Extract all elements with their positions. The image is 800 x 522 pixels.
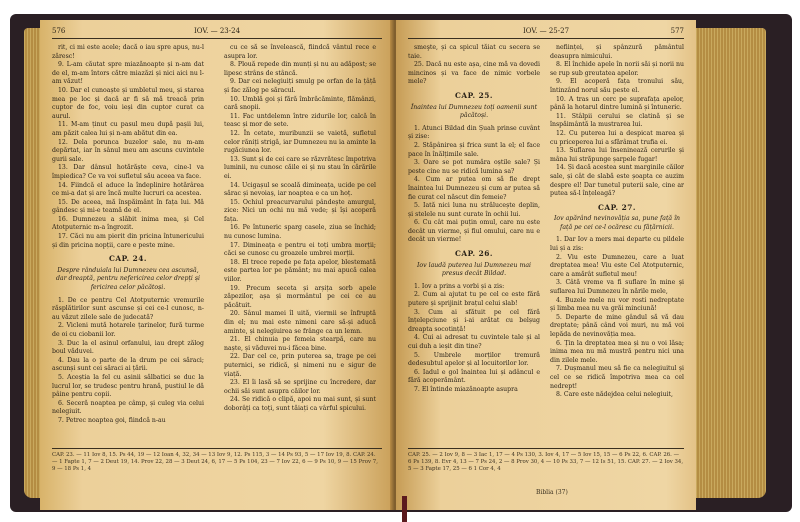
page-number: 577: [670, 27, 684, 35]
verse-text: 2. Stăpânirea și frica sunt la el; el face pace în înălțimile sale.: [408, 141, 540, 158]
verse-text: 9. L-am căutat spre miazănoapte și n-am dat de el, m-am întors către miazăzi și nici aici nu l-am văzut!: [52, 61, 204, 86]
verse-list: [550, 236, 684, 399]
verse-text: 4. Cum ar putea om să fie drept înaintea lui Dumnezeu și cum ar putea să fie curat cel născut din femeie?: [408, 176, 540, 201]
verse-text: 11. M-am ținut cu pasul meu după pașii lui, am păzit calea lui și n-am abătut din ea.: [52, 121, 204, 137]
verse-text: 11. Fac untdelemn între zidurile lor, calcă în teasc și mor de sete.: [224, 112, 376, 129]
verse-text: 13. Dar dânsul hotărăște ceva, cine-l va împiedica? Ce va voi sufletul său aceea va face.: [52, 164, 204, 180]
verse-text: 5. Departe de mine gândul să vă dau dreptate; până când voi muri, nu mă voi lepăda de nevinovăția mea.: [550, 313, 684, 338]
signature-mark: Biblia (37): [536, 489, 568, 496]
verse-text: 24. Se ridică o clipă, apoi nu mai sunt, și sunt doborâți ca toți, sunt tăiați ca vârful spicului.: [224, 396, 376, 412]
left-page: [40, 20, 394, 510]
verse-text: 2. Vicleni mută hotarele țarinelor, fură turme de oi cu ciobanii lor.: [52, 322, 204, 338]
verse-text: 1. Iov a prins a vorbi și a zis:: [414, 282, 505, 290]
verse-list: [408, 283, 540, 395]
running-title: IOV. — 23-24: [193, 27, 241, 35]
verse-text: 8. El închide apele în norii săi și norii nu se rup sub greutatea apelor.: [550, 61, 684, 77]
cross-references: CAP. 23. — 11 Iov 8, 15. Ps 44, 19 — 12 Ioan 4, 32, 34 — 13 Iov 9, 12. Ps 115, 3 — 14 Ps 93, 5 — 17 Iov 19, 8. CAP. 24. — 1 Fapte 1, 7 — 2 Deut 19, 14. Prov 22, 28 — 3 Deut 24, 6, 17 — 5 Ps 104, 23 — 7 Iov 22, 6 — 9 Ps 10, 9 — 15 Prov 7, 9 — 18 Ps 1, 4: [52, 448, 382, 473]
bookmark-ribbon: [402, 496, 407, 522]
verse-list: [52, 44, 204, 250]
left-column-2: [224, 44, 376, 414]
verse-list: [408, 44, 540, 87]
verse-text: 1. De ce pentru Cel Atotputernic vremurile răsplătirilor sunt ascunse și cei ce-l cunosc, n-au văzut zilele sale de judecată?: [52, 296, 204, 321]
verse-text: 10. Dar el cunoaște și umbletul meu, și starea mea pe loc și dacă ar fi să mă treacă prin cuptor de foc, voiu ieși din cuptor curat ca aurul.: [52, 86, 204, 120]
verse-text: 8. Care este nădejdea celui nelegiuit,: [556, 391, 674, 399]
right-running-head: [408, 26, 684, 39]
right-page: [396, 20, 696, 510]
verse-text: 16. Pe întuneric sparg casele, ziua se închid; nu cunosc lumina.: [224, 224, 376, 241]
right-column-1: [408, 44, 540, 395]
verse-list: [408, 125, 540, 245]
verse-list: [550, 44, 684, 199]
verse-text: 10. A tras un cerc pe suprafața apelor, până la hotarul dintre lumină și întuneric.: [550, 95, 684, 112]
verse-text: 14. Și dacă acestea sunt marginile căilor sale, și cât de slabă este șoapta ce auzim despre el! Dar tunetul puterii sale, cine ar putea să-l înțeleagă?: [550, 164, 684, 198]
verse-text: 3. Oare se pot număra oștile sale? Și peste cine nu se ridică lumina sa?: [408, 159, 540, 175]
verse-text: 1. Atunci Bildad din Șuah prinse cuvânt și zise:: [408, 124, 540, 141]
right-page-edges: [684, 28, 766, 498]
verse-text: 6. Țin la dreptatea mea și nu o voi lăsa; inima mea nu mă mustră pentru nici una din zilele mele.: [550, 339, 684, 364]
verse-text: 5. Umbrele morților tremură dedesubtul apelor și al locuitorilor lor.: [408, 351, 540, 368]
verse-text: smeşte, și ca spicul tăiat cu secera se taie.: [408, 44, 540, 60]
verse-text: 4. Cui ai adresat tu cuvintele tale și al cui duh a ieșit din tine?: [408, 334, 540, 350]
chapter-heading: CAP. 26.: [455, 249, 493, 259]
verse-text: 19. Precum seceta și arșița sorb apele zăpezilor, așa și mormântul pe cei ce au păcătuit.: [224, 284, 376, 309]
chapter-summary: Iov laudă puterea lui Dumnezeu mai presus decât Bildad.: [416, 261, 532, 278]
verse-text: 15. Ochiul preacurvarului pândește amurgul, zice: Nici un ochi nu mă vede; și își acoperă fața.: [224, 198, 376, 223]
verse-text: 13. Sunt și de cei care se răzvrătesc împotriva luminii, nu cunosc căile ei și nu stau în cărările ei.: [224, 155, 376, 180]
verse-text: 9. Dar cei nelegiuiți smulg pe orfan de la țâță și fac zălog pe săracul.: [224, 78, 376, 94]
verse-text: 7. Dușmanul meu să fie ca nelegiuitul și cel ce se ridică împotriva mea ca cel nedrept!: [550, 365, 684, 390]
verse-list: [52, 297, 204, 426]
verse-text: 12. În cetate, muribunzii se vaietă, sufletul celor răniți strigă, iar Dumnezeu nu ia aminte la rugăciunea lor.: [224, 129, 376, 155]
verse-text: 16. Dumnezeu a slăbit inima mea, și Cel Atotputernic m-a îngrozit.: [52, 215, 204, 232]
chapter-summary: Iov apărând nevinovăția sa, pune față în față pe cei ce-l ocăresc cu fățărnicii.: [553, 215, 681, 231]
verse-text: 5. Iată nici luna nu strălucește deplin, și stelele nu sunt curate în ochii lui.: [408, 202, 540, 218]
verse-text: 17. Dimineața e pentru ei toți umbra morții; căci se cunosc cu groazele umbrei morții.: [224, 241, 376, 258]
left-running-head: [52, 26, 382, 39]
verse-text: 2. Viu este Dumnezeu, care a luat dreptatea mea! Viu este Cel Atotputernic, care a amărât sufletul meu!: [550, 253, 684, 278]
verse-text: 14. Fiindcă el aduce la îndeplinire hotărârea ce mi-a dat și are încă multe lucruri ca acestea.: [52, 181, 204, 198]
verse-text: 9. El acoperă fața tronului său, întinzând norul său peste el.: [550, 78, 684, 94]
verse-text: 3. Câtă vreme va fi suflare în mine și suflarea lui Dumnezeu în nările mele,: [550, 279, 684, 296]
chapter-summary: Despre rânduiala lui Dumnezeu cea ascunsă, dar dreaptă, pentru nefericirea celor drepți și fericirea celor păcătoși.: [55, 266, 201, 292]
verse-text: 22. Dar cel ce, prin puterea sa, trage pe cei puternici, se ridică, și nimeni nu e sigur de viață.: [224, 353, 376, 378]
verse-text: 2. Cum ai ajutat tu pe cel ce este fără putere și sprijinit brațul celui slab!: [408, 291, 540, 308]
verse-text: 3. Cum ai sfătuit pe cel fără înțelepciune și i-ai arătat cu belșug dreapta socotință!: [408, 308, 540, 333]
verse-text: 4. Dau la o parte de la drum pe cei săraci; ascunși sunt cei săraci ai țării.: [52, 356, 204, 373]
verse-text: 6. Seceră noaptea pe câmp, și culeg via celui nelegiuit.: [52, 399, 204, 416]
verse-text: 1. Dar Iov a mers mai departe cu pildele lui și a zis:: [550, 236, 684, 253]
verse-text: 14. Ucigașul se scoală dimineața, ucide pe cel sărac și nevoiaș, iar noaptea e ca un hoț.: [224, 181, 376, 198]
verse-text: 11. Stâlpii cerului se clatină și se înspăimântă la mustrarea lui.: [550, 112, 684, 129]
verse-list: [224, 44, 376, 414]
verse-text: 6. Iadul e gol înaintea lui și adâncul e fără acoperământ.: [408, 368, 540, 385]
verse-text: 5. Aceștia la fel cu asinii sălbatici se duc la lucrul lor, se trudesc pentru hrană, pustiul le dă pâine pentru copii.: [52, 373, 204, 399]
verse-text: neființei, și spânzură pământul deasupra nimicului.: [550, 44, 684, 60]
chapter-summary: Înaintea lui Dumnezeu toți oamenii sunt păcătoși.: [410, 103, 538, 120]
verse-text: 3. Duc la el asinul orfanului, iau drept zălog boul văduvei.: [52, 339, 204, 356]
verse-text: 12. Cu puterea lui a despicat marea și cu priceperea lui a sfărâmat trufia ei.: [550, 129, 684, 146]
verse-text: 20. Sânul mamei îl uită, viermii se înfruptă din el; nu mai este nimeni care să-și aducă aminte, și nelegiuirea se frânge ca un lemn.: [224, 310, 376, 335]
cross-references: CAP. 25. — 2 Iov 9, 8 — 3 Iac 1, 17 — 4 Ps 130, 3. Iov 4, 17 — 5 Iov 15, 15 — 6 Ps 22, 6. CAP. 26. — 6 Ps 139, 8. Evr 4, 13 — 7 Ps 24, 2 — 8 Prov 30, 4 — 10 Ps 33, 7 — 12 Is 51, 15. CAP. 27. — 2 Iov 34, 5 — 3 Fapte 17, 25 — 6 1 Cor 4, 4: [408, 448, 684, 473]
verse-text: 18. El trece repede pe fața apelor, blestemată este partea lor pe pământ; nu mai apucă calea viilor.: [224, 258, 376, 284]
verse-text: 13. Suflarea lui înseninează cerurile și mâna lui străpunge șarpele fugar!: [550, 147, 684, 163]
verse-text: 12. Dela porunca buzelor sale, nu m-am depărtat, iar în sânul meu am ascuns cuvintele gurii sale.: [52, 138, 204, 163]
verse-text: 7. Petrec noaptea goi, fiindcă n-au: [58, 416, 166, 424]
verse-text: 8. Plouă repede din munți și nu au adăpost; se lipesc strâns de stâncă.: [224, 61, 376, 77]
verse-text: rit, ci mi este acele; dacă o iau spre apus, nu-l zăresc!: [52, 44, 204, 60]
verse-text: 25. Dacă nu este așa, cine mă va dovedi mincinos și va face de nimic vorbele mele?: [408, 61, 540, 86]
page-number: 576: [52, 27, 66, 35]
chapter-heading: CAP. 24.: [109, 254, 147, 264]
verse-text: 7. El întinde miazănoapte asupra: [414, 385, 518, 393]
running-title: IOV. — 25-27: [522, 27, 570, 35]
verse-text: 10. Umblă goi și fără îmbrăcăminte, flămânzi, cară snopii.: [224, 95, 376, 112]
verse-text: cu ce să se învelească, fiindcă vântul rece e asupra lor.: [224, 44, 376, 60]
verse-text: 15. De aceea, mă înspăimânt în fața lui. Mă gândesc și mi-e teamă de el.: [52, 198, 204, 215]
left-column-1: [52, 44, 204, 426]
verse-text: 23. El îi lasă să se sprijine cu încredere, dar ochii săi sunt asupra căilor lor.: [224, 379, 376, 395]
chapter-heading: CAP. 25.: [455, 90, 493, 100]
chapter-heading: CAP. 27.: [598, 202, 636, 212]
right-column-2: [550, 44, 684, 400]
verse-text: 4. Buzele mele nu vor rosti nedreptate și limba mea nu va grăi minciună!: [550, 296, 684, 313]
verse-text: 17. Căci nu am pierit din pricina întunericului și din pricina nopții, care e peste mine.: [52, 233, 204, 249]
verse-text: 6. Cu cât mai puțin omul, care nu este decât un vierme, și fiul omului, care nu e decât un vierme!: [408, 219, 540, 244]
verse-text: 21. El chinuia pe femeia stearpă, care nu naște, și văduvei nu-i făcea bine.: [224, 336, 376, 352]
